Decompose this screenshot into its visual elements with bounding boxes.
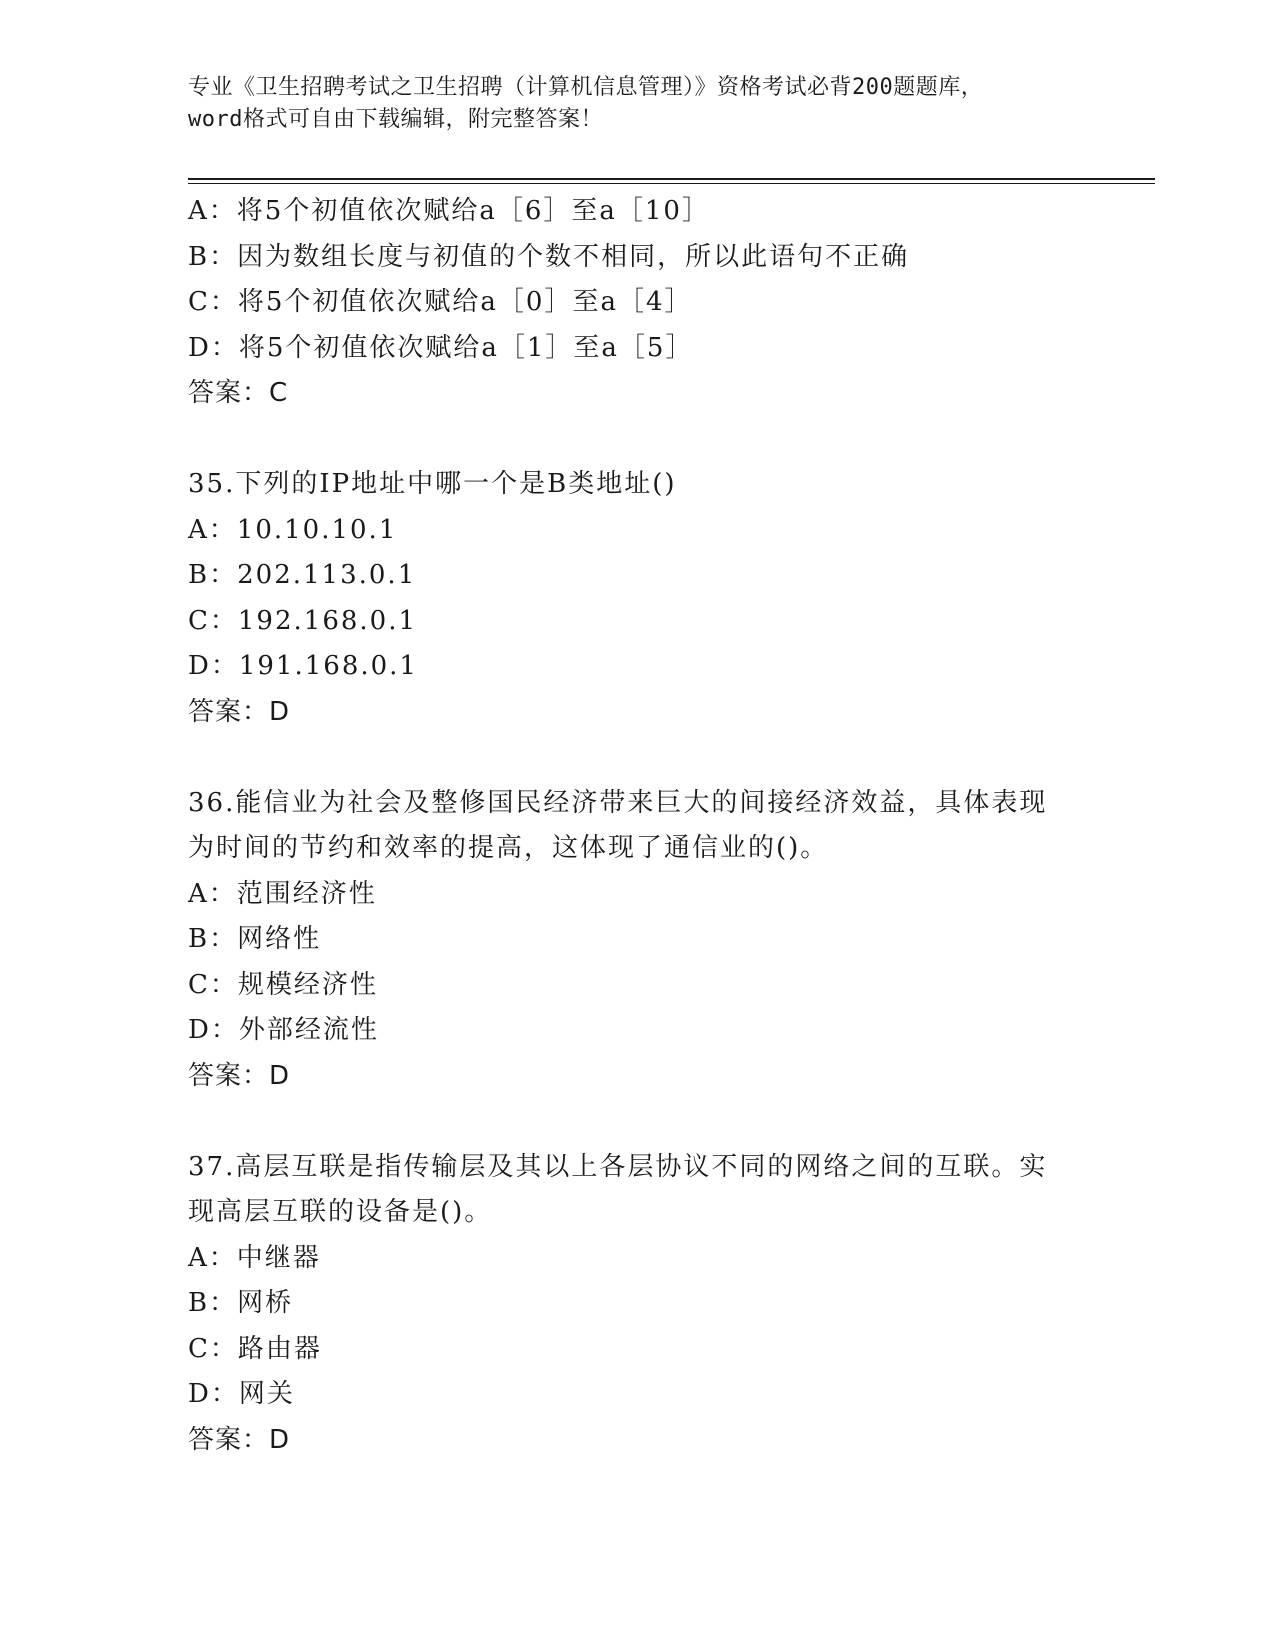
question-36 xyxy=(188,781,1088,1100)
option-b: B：网桥 xyxy=(188,1288,294,1318)
answer: 答案：D xyxy=(188,1424,291,1455)
spacer xyxy=(188,1099,1088,1145)
option-a: A：将5个初值依次赋给a［6］至a［10］ xyxy=(188,196,710,226)
spacer xyxy=(188,417,1088,463)
option-a: A：10.10.10.1 xyxy=(188,514,398,545)
question-stem-line2: 现高层互联的设备是()。 xyxy=(188,1197,493,1227)
option-d: D：将5个初值依次赋给a［1］至a［5］ xyxy=(188,332,694,363)
option-c: C：将5个初值依次赋给a［0］至a［4］ xyxy=(188,287,693,317)
option-b: B：因为数组长度与初值的个数不相同，所以此语句不正确 xyxy=(188,241,910,272)
header-title-line2: word格式可自由下载编辑，附完整答案！ xyxy=(188,107,603,132)
option-c: C：规模经济性 xyxy=(188,969,378,1000)
option-c: C：192.168.0.1 xyxy=(188,605,418,636)
option-d: D：191.168.0.1 xyxy=(188,651,418,681)
question-stem-line1: 36.能信业为社会及整修国民经济带来巨大的间接经济效益，具体表现 xyxy=(188,787,1048,818)
spacer xyxy=(188,735,1088,781)
answer: 答案：C xyxy=(188,378,289,408)
question-stem-line2: 为时间的节约和效率的提高，这体现了通信业的()。 xyxy=(188,833,829,863)
option-b: B：网络性 xyxy=(188,924,322,954)
option-c: C：路由器 xyxy=(188,1333,322,1364)
question-stem: 35.下列的IP地址中哪一个是B类地址() xyxy=(188,469,677,499)
option-d: D：网关 xyxy=(188,1379,295,1409)
option-a: A：中继器 xyxy=(188,1242,321,1273)
header-title-line1: 专业《卫生招聘考试之卫生招聘（计算机信息管理）》资格考试必背200题题库， xyxy=(188,75,984,100)
option-b: B：202.113.0.1 xyxy=(188,560,417,590)
answer: 答案：D xyxy=(188,696,291,727)
question-list xyxy=(188,189,1088,1463)
question-35 xyxy=(188,462,1088,735)
question-37 xyxy=(188,1145,1088,1464)
option-d: D：外部经流性 xyxy=(188,1015,379,1045)
document-header xyxy=(188,72,1088,136)
question-34 xyxy=(188,189,1088,417)
option-a: A：范围经济性 xyxy=(188,878,377,909)
header-divider-thin xyxy=(188,183,1155,184)
answer: 答案：D xyxy=(188,1060,291,1091)
question-stem-line1: 37.高层互联是指传输层及其以上各层协议不同的网络之间的互联。实 xyxy=(188,1151,1048,1182)
header-divider-thick xyxy=(188,178,1155,180)
